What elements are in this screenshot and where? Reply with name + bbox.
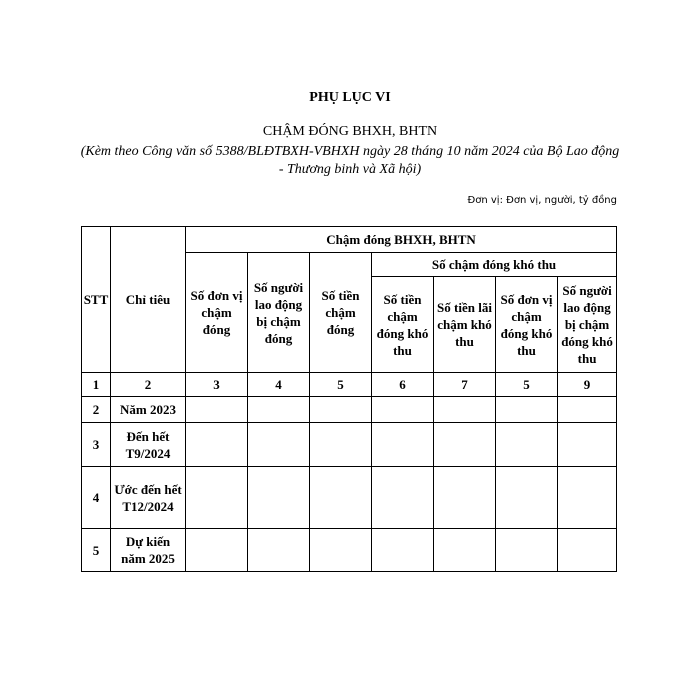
empty-cell <box>248 397 310 423</box>
row-label: Năm 2023 <box>111 397 186 423</box>
empty-cell <box>310 467 372 529</box>
table-row <box>82 467 617 529</box>
header-col-4: Số người lao động bị chậm đóng <box>248 253 310 373</box>
empty-cell <box>310 397 372 423</box>
empty-cell <box>248 423 310 467</box>
empty-cell <box>186 467 248 529</box>
table-row <box>82 397 617 423</box>
header-col-3: Số đơn vị chậm đóng <box>186 253 248 373</box>
column-number: 3 <box>186 373 248 397</box>
header-col-8: Số đơn vị chậm đóng khó thu <box>496 277 558 373</box>
header-col-6: Số tiền chậm đóng khó thu <box>372 277 434 373</box>
header-group-main: Chậm đóng BHXH, BHTN <box>186 227 617 253</box>
empty-cell <box>434 423 496 467</box>
empty-cell <box>558 467 617 529</box>
header-chi-tieu: Chỉ tiêu <box>111 227 186 373</box>
header-col-5: Số tiền chậm đóng <box>310 253 372 373</box>
data-table <box>81 226 617 572</box>
empty-cell <box>496 467 558 529</box>
header-stt: STT <box>82 227 111 373</box>
column-number: 5 <box>310 373 372 397</box>
table-row <box>82 423 617 467</box>
empty-cell <box>496 397 558 423</box>
document-subtitle: CHẬM ĐÓNG BHXH, BHTN <box>262 124 438 139</box>
header-col-9: Số người lao động bị chậm đóng khó thu <box>558 277 617 373</box>
empty-cell <box>558 397 617 423</box>
empty-cell <box>248 467 310 529</box>
row-label: Dự kiến năm 2025 <box>111 529 186 572</box>
empty-cell <box>496 529 558 572</box>
empty-cell <box>310 423 372 467</box>
header-row-1 <box>82 227 617 253</box>
empty-cell <box>372 529 434 572</box>
column-number-row <box>82 373 617 397</box>
empty-cell <box>186 529 248 572</box>
row-stt: 4 <box>82 467 111 529</box>
column-number: 6 <box>372 373 434 397</box>
unit-note: Đơn vị: Đơn vị, người, tỷ đồng <box>467 195 617 206</box>
header-group-sub: Số chậm đóng khó thu <box>372 253 617 277</box>
table-row <box>82 529 617 572</box>
row-stt: 3 <box>82 423 111 467</box>
empty-cell <box>434 529 496 572</box>
column-number: 5 <box>496 373 558 397</box>
empty-cell <box>372 423 434 467</box>
column-number: 1 <box>82 373 111 397</box>
column-number: 9 <box>558 373 617 397</box>
column-number: 2 <box>111 373 186 397</box>
document-title: PHỤ LỤC VI <box>309 90 391 105</box>
row-label: Đến hết T9/2024 <box>111 423 186 467</box>
column-number: 7 <box>434 373 496 397</box>
document-reference-note: (Kèm theo Công văn số 5388/BLĐTBXH-VBHXH ngày 28 tháng 10 năm 2024 của Bộ Lao động - Thương binh và Xã hội) <box>80 144 620 177</box>
row-label: Ước đến hết T12/2024 <box>111 467 186 529</box>
column-number: 4 <box>248 373 310 397</box>
empty-cell <box>372 467 434 529</box>
row-stt: 2 <box>82 397 111 423</box>
empty-cell <box>434 397 496 423</box>
empty-cell <box>558 529 617 572</box>
header-col-7: Số tiền lãi chậm khó thu <box>434 277 496 373</box>
empty-cell <box>496 423 558 467</box>
empty-cell <box>310 529 372 572</box>
row-stt: 5 <box>82 529 111 572</box>
empty-cell <box>434 467 496 529</box>
empty-cell <box>186 397 248 423</box>
empty-cell <box>186 423 248 467</box>
empty-cell <box>248 529 310 572</box>
empty-cell <box>558 423 617 467</box>
empty-cell <box>372 397 434 423</box>
